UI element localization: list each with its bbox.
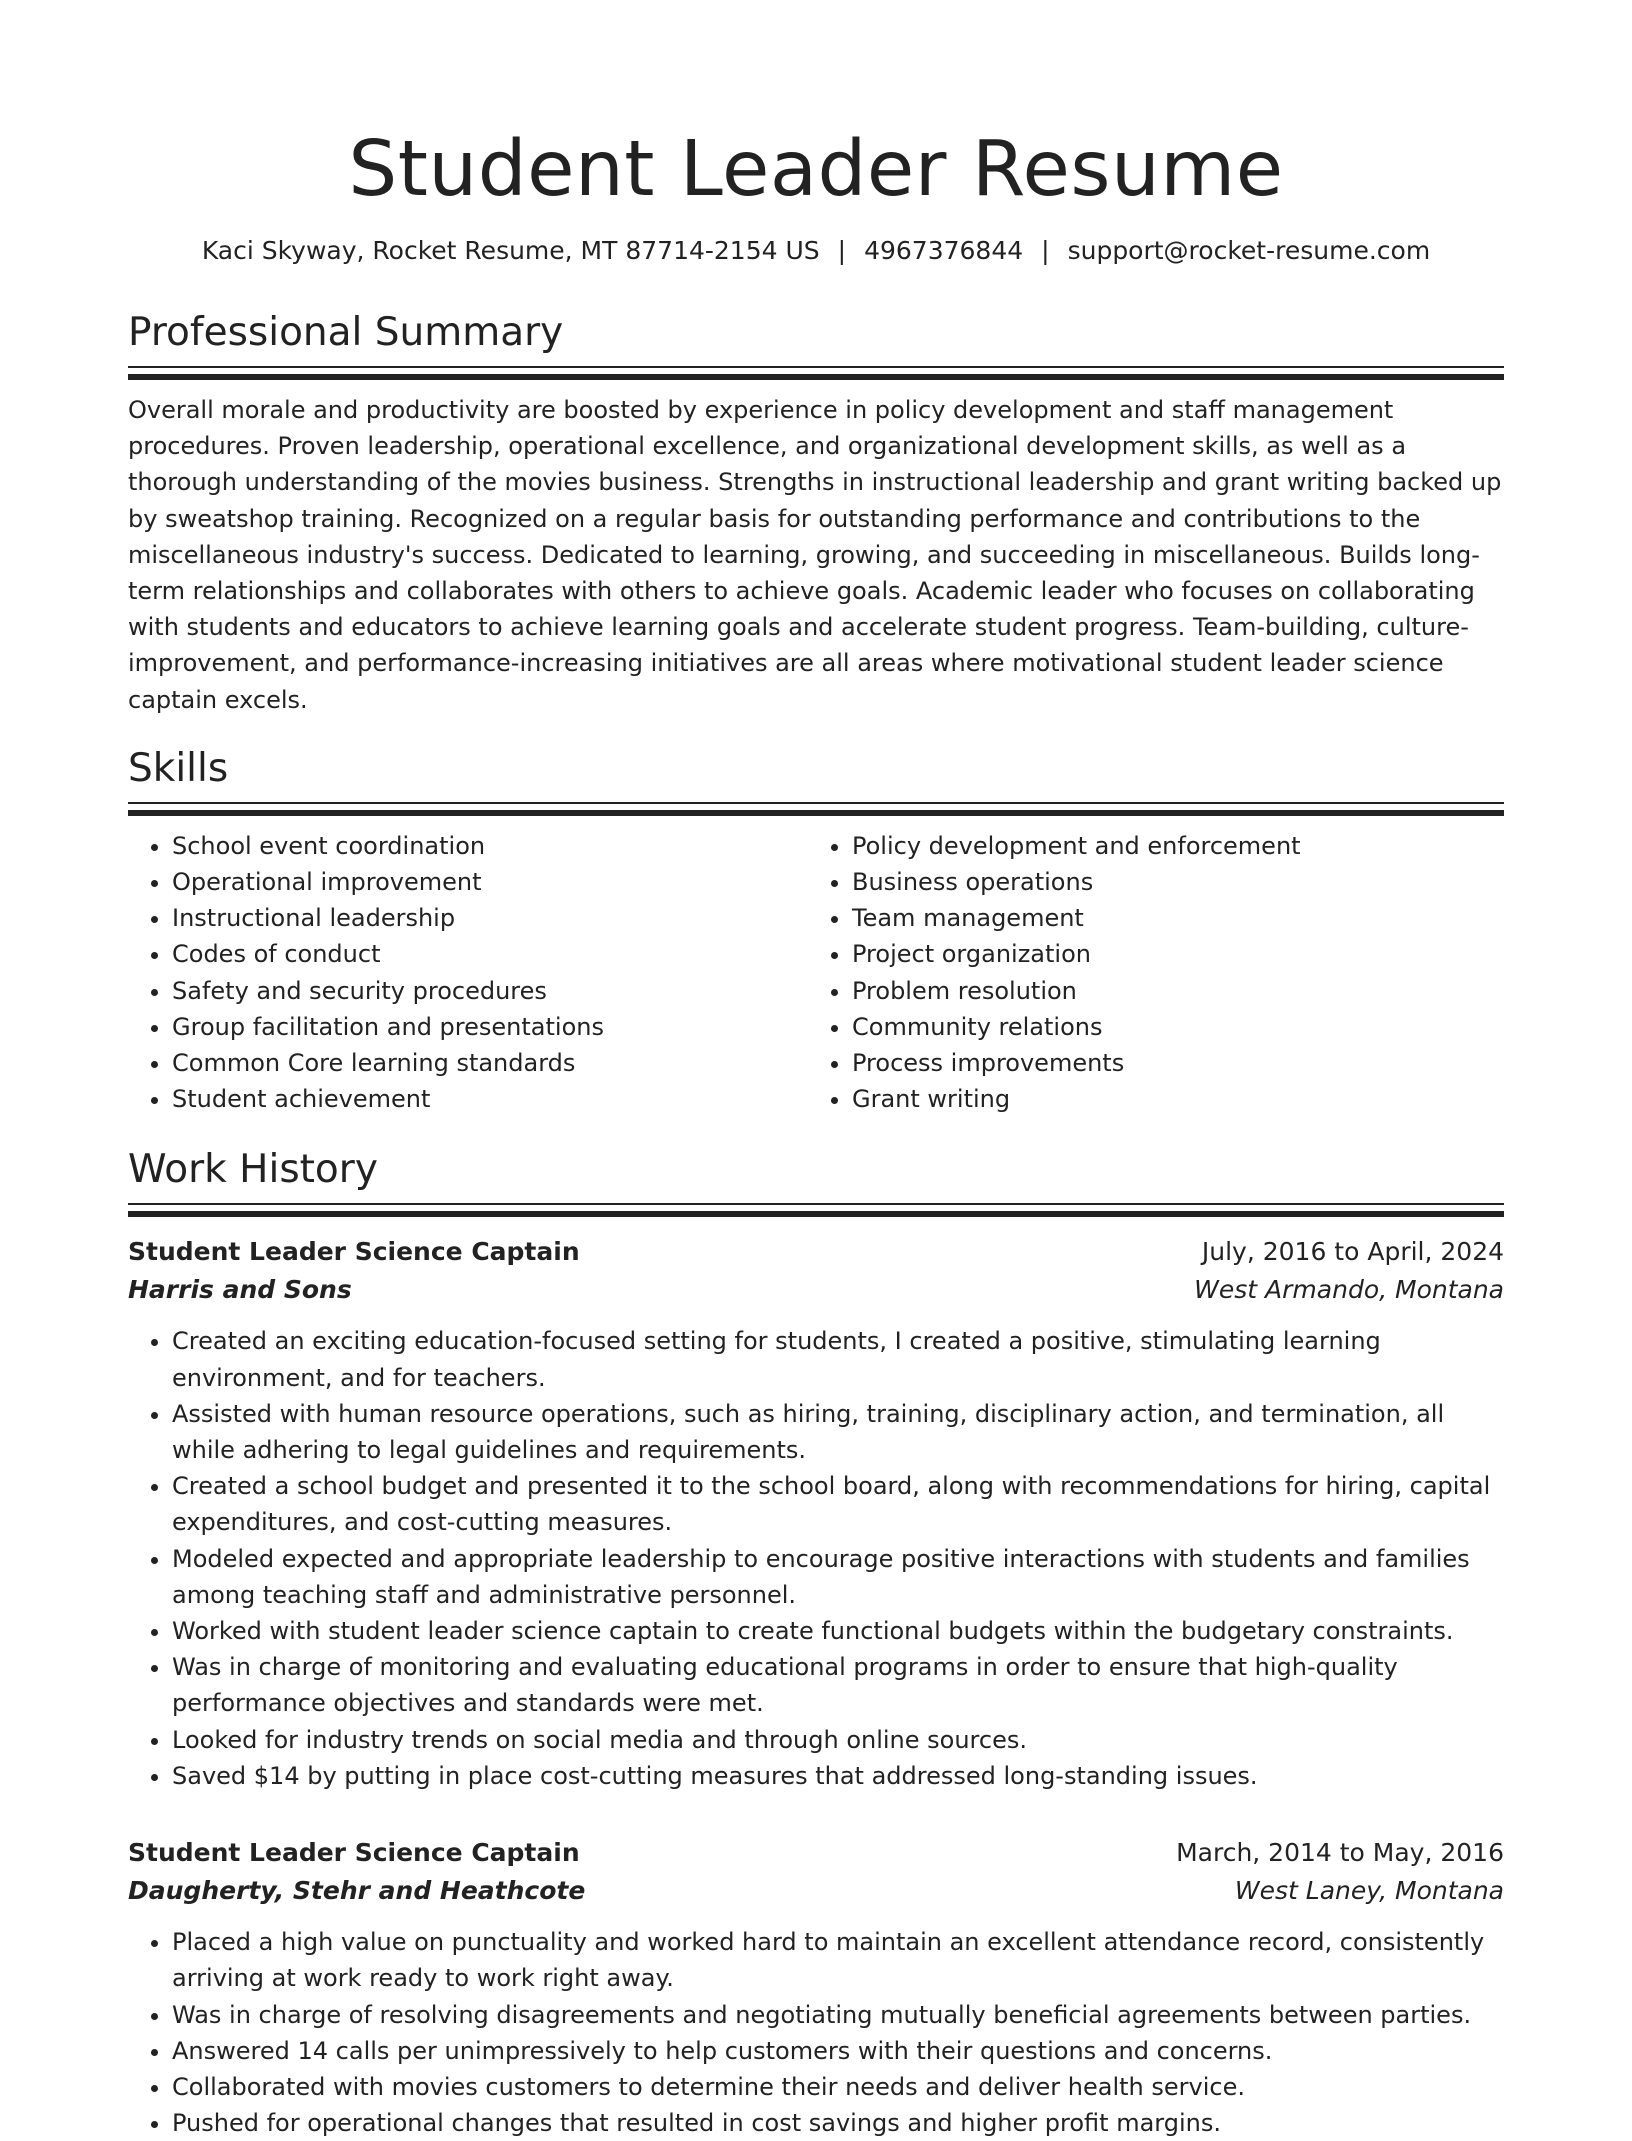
job-title: Student Leader Science Captain <box>128 1237 580 1267</box>
skill-item: • Process improvements <box>852 1045 1488 1081</box>
job-location: West Laney, Montana <box>1234 1876 1504 1906</box>
section-divider <box>128 366 1504 380</box>
skills-column-right <box>808 828 1488 1118</box>
duty-item: • Pushed for operational changes that resulted in cost savings and higher profit margins. <box>172 2105 1504 2141</box>
job-header <box>128 1233 1504 1271</box>
skill-item: • Instructional leadership <box>172 900 808 936</box>
skill-item: • Common Core learning standards <box>172 1045 808 1081</box>
job-duties <box>128 1323 1504 1794</box>
job-company: Daugherty, Stehr and Heathcote <box>128 1876 586 1906</box>
job-company: Harris and Sons <box>128 1275 352 1305</box>
skill-item: • Operational improvement <box>172 864 808 900</box>
job-dates: July, 2016 to April, 2024 <box>1201 1237 1504 1267</box>
contact-separator: | <box>1041 236 1050 265</box>
job-subheader <box>128 1271 1504 1309</box>
skill-item: • Student achievement <box>172 1081 808 1117</box>
resume-page <box>128 0 1504 2141</box>
duty-item: • Created a school budget and presented it to the school board, along with recommendations for hiring, capital expenditures, and cost-cutting measures. <box>172 1468 1504 1540</box>
job-duties <box>128 1924 1504 2141</box>
duty-item: • Modeled expected and appropriate leadership to encourage positive interactions with students and families among teaching staff and administrative personnel. <box>172 1541 1504 1613</box>
contact-email: support@rocket-resume.com <box>1067 236 1431 265</box>
duty-item: • Placed a high value on punctuality and worked hard to maintain an excellent attendance record, consistently arriving at work ready to work right away. <box>172 1924 1504 1996</box>
contact-address: Kaci Skyway, Rocket Resume, MT 87714-2154 US <box>201 236 820 265</box>
duty-item: • Assisted with human resource operations, such as hiring, training, disciplinary action, and termination, all while adhering to legal guidelines and requirements. <box>172 1396 1504 1468</box>
skills-heading: Skills <box>128 745 229 791</box>
job-title: Student Leader Science Captain <box>128 1838 580 1868</box>
job-subheader <box>128 1872 1504 1910</box>
duty-item: • Created an exciting education-focused setting for students, I created a positive, stimulating learning environment, and for teachers. <box>172 1323 1504 1395</box>
work-history-heading: Work History <box>128 1147 378 1193</box>
skill-item: • Project organization <box>852 936 1488 972</box>
job-location: West Armando, Montana <box>1194 1275 1504 1305</box>
resume-title: Student Leader Resume <box>348 125 1284 214</box>
contact-separator: | <box>837 236 847 265</box>
job-dates: March, 2014 to May, 2016 <box>1176 1838 1504 1868</box>
skill-item: • School event coordination <box>172 828 808 864</box>
skill-item: • Problem resolution <box>852 973 1488 1009</box>
duty-item: • Saved $14 by putting in place cost-cutting measures that addressed long-standing issues. <box>172 1758 1504 1794</box>
skill-item: • Group facilitation and presentations <box>172 1009 808 1045</box>
summary-heading: Professional Summary <box>128 310 564 355</box>
skill-item: • Grant writing <box>852 1081 1488 1117</box>
job-entry <box>128 1834 1504 2141</box>
skill-item: • Team management <box>852 900 1488 936</box>
duty-item: • Was in charge of resolving disagreements and negotiating mutually beneficial agreements between parties. <box>172 1997 1504 2033</box>
duty-item: • Answered 14 calls per unimpressively to help customers with their questions and concerns. <box>172 2033 1504 2069</box>
skill-item: • Community relations <box>852 1009 1488 1045</box>
job-header <box>128 1834 1504 1872</box>
skills-list <box>128 828 1504 1118</box>
duty-item: • Worked with student leader science captain to create functional budgets within the budgetary constraints. <box>172 1613 1504 1649</box>
contact-line <box>128 234 1504 268</box>
job-entry <box>128 1233 1504 1794</box>
section-divider <box>128 802 1504 816</box>
summary-text: Overall morale and productivity are boosted by experience in policy development and staff management procedures. Proven leadership, operational excellence, and organizational development skills, as well as a thorough understanding of the movies business. Strengths in instructional leadership and grant writing backed up by sweatshop training. Recognized on a regular basis for outstanding performance and contributions to the miscellaneous industry's success. Dedicated to learning, growing, and succeeding in miscellaneous. Builds long-term relationships and collaborates with others to achieve goals. Academic leader who focuses on collaborating with students and educators to achieve learning goals and accelerate student progress. Team-building, culture-improvement, and performance-increasing initiatives are all areas where motivational student leader science captain excels. <box>128 396 1502 714</box>
duty-item: • Was in charge of monitoring and evaluating educational programs in order to ensure that high-quality performance objectives and standards were met. <box>172 1649 1504 1721</box>
contact-phone: 4967376844 <box>864 236 1024 265</box>
duty-item: • Collaborated with movies customers to determine their needs and deliver health service. <box>172 2069 1504 2105</box>
skill-item: • Policy development and enforcement <box>852 828 1488 864</box>
skills-column-left <box>128 828 808 1118</box>
section-divider <box>128 1203 1504 1217</box>
skill-item: • Business operations <box>852 864 1488 900</box>
skill-item: • Safety and security procedures <box>172 973 808 1009</box>
duty-item: • Looked for industry trends on social media and through online sources. <box>172 1722 1504 1758</box>
skill-item: • Codes of conduct <box>172 936 808 972</box>
